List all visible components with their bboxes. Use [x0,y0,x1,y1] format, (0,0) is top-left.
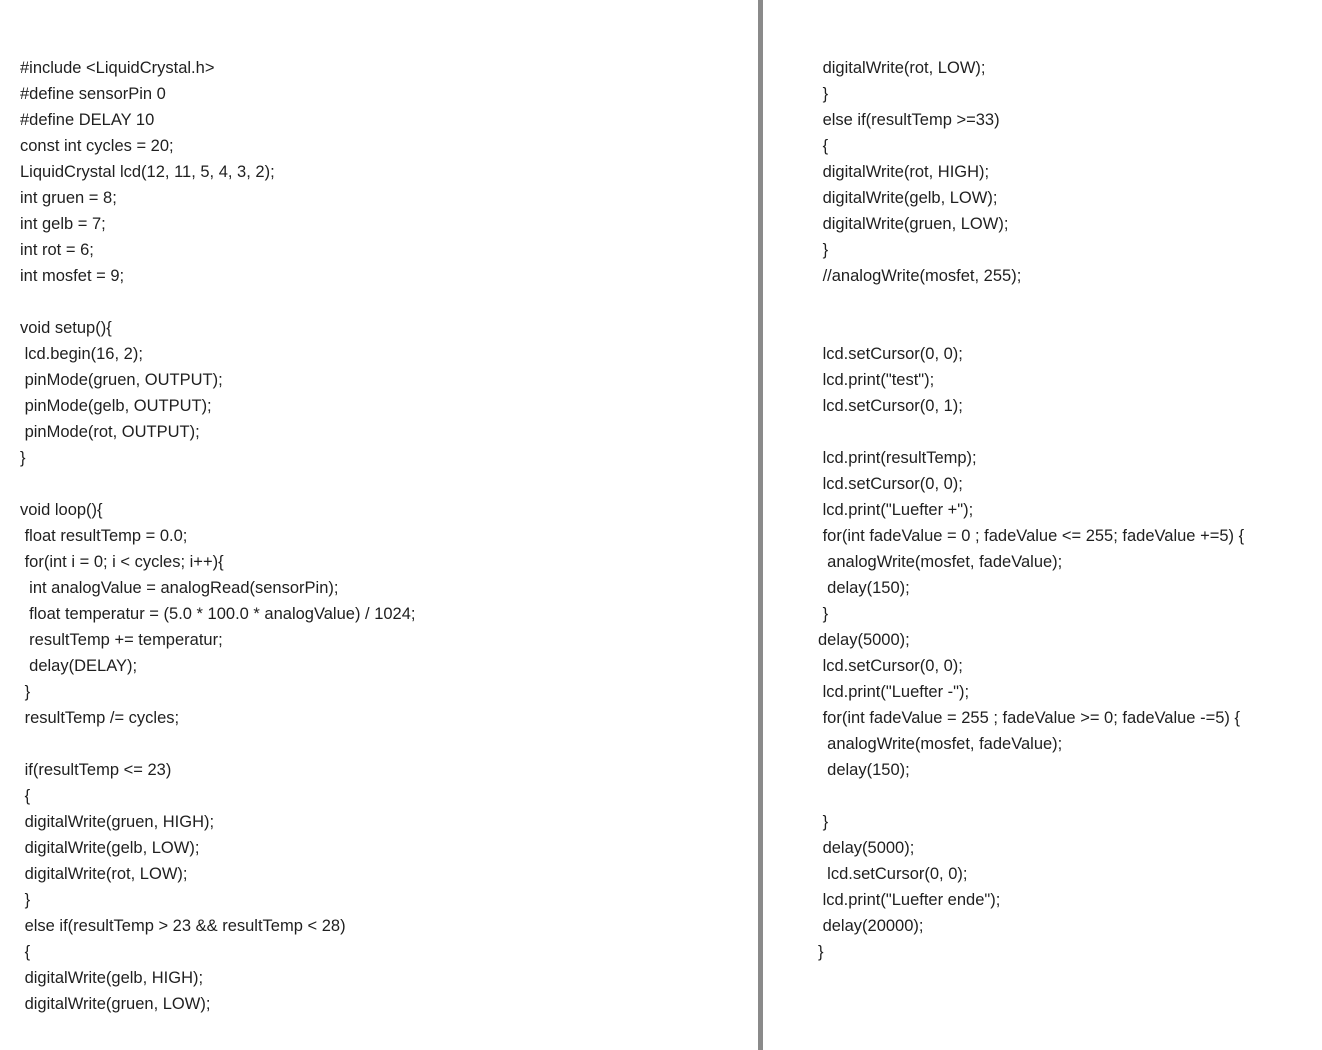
code-line: pinMode(gelb, OUTPUT); [20,397,212,415]
code-line [20,731,416,757]
code-line: int mosfet = 9; [20,267,125,285]
code-line: lcd.print("Luefter ende"); [818,891,1001,909]
code-line: { [20,787,31,805]
code-line: if(resultTemp <= 23) [20,761,172,779]
right-code-listing [818,55,1244,965]
code-line: else if(resultTemp >=33) [818,111,1000,129]
code-line: lcd.begin(16, 2); [20,345,143,363]
code-line: digitalWrite(rot, HIGH); [818,163,990,181]
code-line: int gruen = 8; [20,189,117,207]
code-line: #define sensorPin 0 [20,85,166,103]
code-line: delay(5000); [818,631,910,649]
code-line: pinMode(gruen, OUTPUT); [20,371,223,389]
code-line: } [818,813,829,831]
code-line: lcd.setCursor(0, 0); [818,865,968,883]
code-line: //analogWrite(mosfet, 255); [818,267,1022,285]
code-line: lcd.print("Luefter +"); [818,501,974,519]
right-page [763,0,1322,1050]
code-line: lcd.setCursor(0, 1); [818,397,963,415]
code-line: const int cycles = 20; [20,137,174,155]
code-line [20,471,416,497]
code-line: analogWrite(mosfet, fadeValue); [818,735,1063,753]
code-line: resultTemp += temperatur; [20,631,223,649]
code-line: int gelb = 7; [20,215,106,233]
code-line: delay(5000); [818,839,915,857]
code-line: lcd.print(resultTemp); [818,449,977,467]
code-line: #include <LiquidCrystal.h> [20,59,215,77]
code-line: delay(20000); [818,917,924,935]
code-line [818,315,1244,341]
code-line: { [818,137,829,155]
code-line: void loop(){ [20,501,103,519]
code-line: lcd.setCursor(0, 0); [818,345,963,363]
code-line: } [818,605,829,623]
code-line: lcd.setCursor(0, 0); [818,657,963,675]
code-line [20,289,416,315]
code-line: } [818,85,829,103]
code-line: analogWrite(mosfet, fadeValue); [818,553,1063,571]
code-line: for(int fadeValue = 255 ; fadeValue >= 0; fadeValue -=5) { [818,709,1240,727]
code-line: } [818,241,829,259]
code-line [818,289,1244,315]
code-line: digitalWrite(gruen, LOW); [818,215,1009,233]
code-line: digitalWrite(gruen, HIGH); [20,813,215,831]
code-line: } [20,449,26,467]
code-line: lcd.setCursor(0, 0); [818,475,963,493]
code-line: } [20,891,31,909]
code-line: else if(resultTemp > 23 && resultTemp < 28) [20,917,346,935]
code-line: } [20,683,31,701]
code-line: LiquidCrystal lcd(12, 11, 5, 4, 3, 2); [20,163,275,181]
code-line: for(int i = 0; i < cycles; i++){ [20,553,224,571]
code-line: int analogValue = analogRead(sensorPin); [20,579,339,597]
code-line: delay(150); [818,579,910,597]
code-line: digitalWrite(gelb, LOW); [818,189,998,207]
code-line: for(int fadeValue = 0 ; fadeValue <= 255; fadeValue +=5) { [818,527,1245,545]
code-line: float temperatur = (5.0 * 100.0 * analogValue) / 1024; [20,605,416,623]
code-line: pinMode(rot, OUTPUT); [20,423,200,441]
code-line [818,783,1244,809]
code-line: delay(DELAY); [20,657,138,675]
code-line: lcd.print("Luefter -"); [818,683,970,701]
code-line: lcd.print("test"); [818,371,935,389]
left-code-listing [20,55,416,1017]
code-line: digitalWrite(rot, LOW); [20,865,188,883]
code-line: float resultTemp = 0.0; [20,527,188,545]
code-line: delay(150); [818,761,910,779]
code-line: int rot = 6; [20,241,94,259]
code-line: } [818,943,824,961]
code-line: void setup(){ [20,319,112,337]
code-line: digitalWrite(rot, LOW); [818,59,986,77]
code-line: { [20,943,31,961]
code-line: #define DELAY 10 [20,111,155,129]
code-line: digitalWrite(gruen, LOW); [20,995,211,1013]
code-line [818,419,1244,445]
code-line: digitalWrite(gelb, LOW); [20,839,200,857]
code-line: digitalWrite(gelb, HIGH); [20,969,204,987]
code-line: resultTemp /= cycles; [20,709,180,727]
